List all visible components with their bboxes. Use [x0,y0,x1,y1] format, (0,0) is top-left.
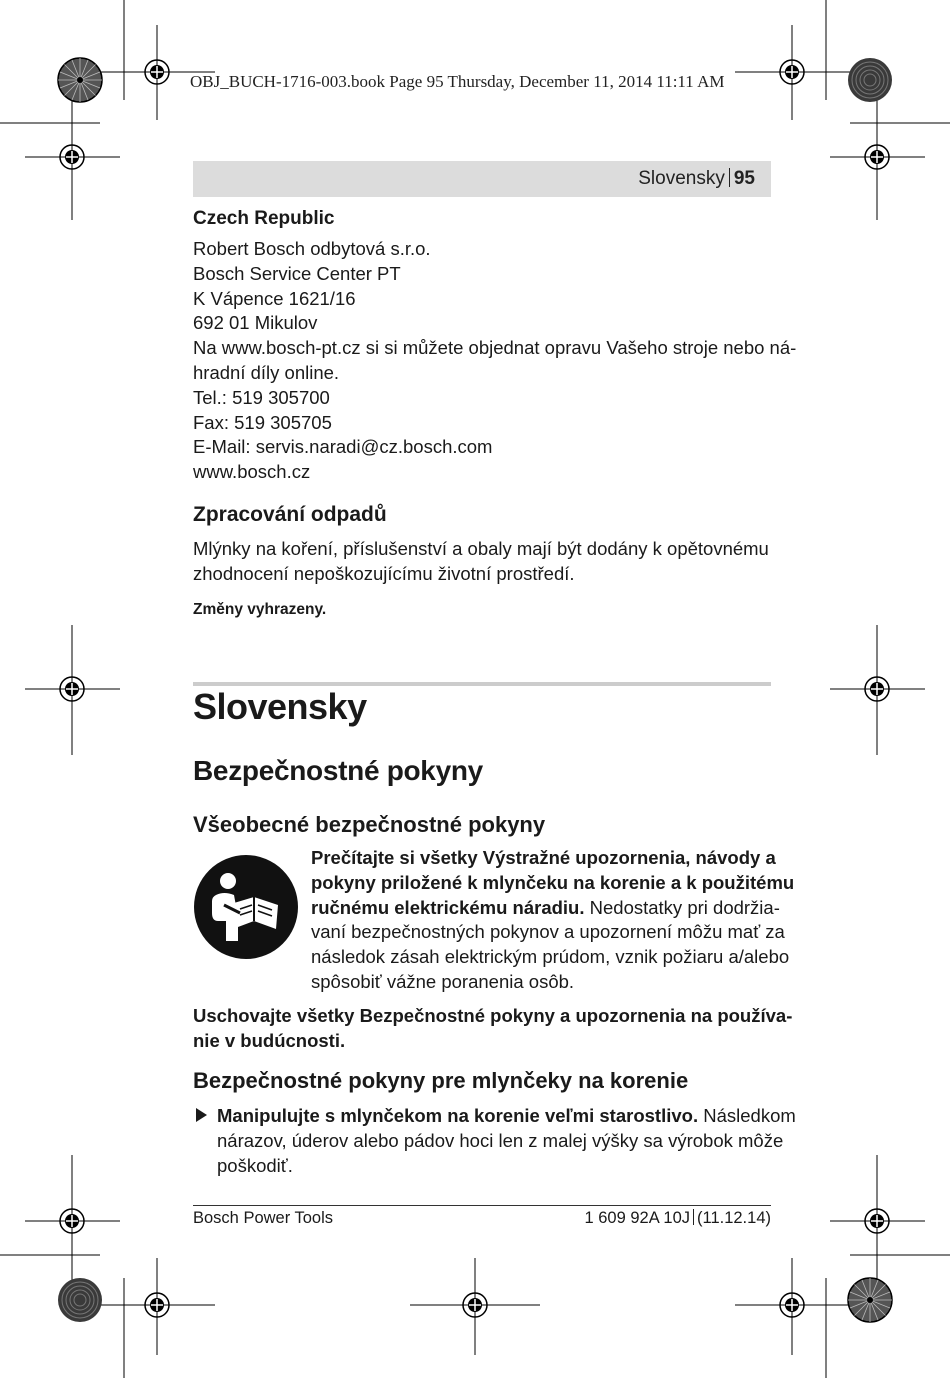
czech-address [193,237,797,485]
footer-brand: Bosch Power Tools [193,1209,334,1227]
online-text-line: hradní díly online. [193,361,340,383]
disposal-line: Mlýnky na koření, příslušenství a obaly mají být dodány k opětovnému [193,538,769,559]
website: www.bosch.cz [193,461,311,483]
running-header [193,161,771,197]
warning-text-line: Nedostatky pri dodržia- [584,896,780,918]
warning-bold-line: Prečítajte si všetky Výstražné upozornenia, návody a [311,847,776,868]
warning-text-line: spôsobiť vážne poranenia osôb. [311,970,575,992]
read-manual-icon [194,855,298,959]
email-address: E-Mail: servis.naradi@cz.bosch.com [193,436,493,458]
warning-text-line: následok zásah elektrickým prúdom, vznik požiaru a/alebo [311,946,790,968]
keep-instructions [193,1004,793,1054]
safety-title: Bezpečnostné pokyny [193,755,483,786]
general-safety-title: Všeobecné bezpečnostné pokyny [193,812,546,837]
footer-date: (11.12.14) [697,1209,771,1227]
address-line: Bosch Service Center PT [193,262,401,284]
warning-bold-line: ručnému elektrickému náradiu. [311,896,585,918]
warning-text [311,846,795,995]
footer-code: 1 609 92A 10J [584,1209,690,1227]
fax-number: Fax: 519 305705 [193,411,332,433]
grinder-safety-title: Bezpečnostné pokyny pre mlynčeky na korenie [193,1068,689,1093]
language-title: Slovensky [193,686,367,727]
warning-text-line: vaní bezpečnostných pokynov a upozornení môžu mať za [311,921,785,943]
czech-republic-heading: Czech Republic [193,208,335,229]
bullet-text: poškodiť. [217,1154,293,1176]
disposal-heading: Zpracování odpadů [193,503,387,526]
page-number: 95 [733,168,755,189]
bullet-item [217,1104,796,1178]
address-line: Robert Bosch odbytová s.r.o. [193,238,431,259]
keep-line: nie v budúcnosti. [193,1029,346,1051]
bullet-text: Následkom [698,1105,796,1126]
header-text [638,168,755,190]
address-line: K Vápence 1621/16 [193,287,356,309]
disposal-text [193,537,771,587]
keep-line: Uschovajte všetky Bezpečnostné pokyny a upozornenia na používa- [193,1005,793,1026]
print-slug: OBJ_BUCH-1716-003.book Page 95 Thursday, December 11, 2014 11:11 AM [190,72,725,91]
changes-note: Změny vyhrazeny. [193,601,327,618]
bullet-arrow-icon [196,1108,207,1122]
bullet-bold: Manipulujte s mlynčekom na korenie veľmi starostlivo. [217,1105,699,1126]
header-language: Slovensky [638,168,725,189]
footer-doc-info [584,1209,771,1228]
disposal-line: zhodnocení nepoškozujícímu životní prostředí. [193,562,575,584]
bullet-text: nárazov, úderov alebo pádov hoci len z malej výšky sa výrobok môže [217,1129,784,1151]
warning-bold-line: pokyny priložené k mlynčeku na korenie a k použitému [311,871,795,893]
online-text-line: Na www.bosch-pt.cz si si můžete objednat opravu Vašeho stroje nebo ná- [193,337,797,359]
phone-number: Tel.: 519 305700 [193,386,330,408]
footer-rule [193,1205,771,1206]
address-line: 692 01 Mikulov [193,312,318,334]
